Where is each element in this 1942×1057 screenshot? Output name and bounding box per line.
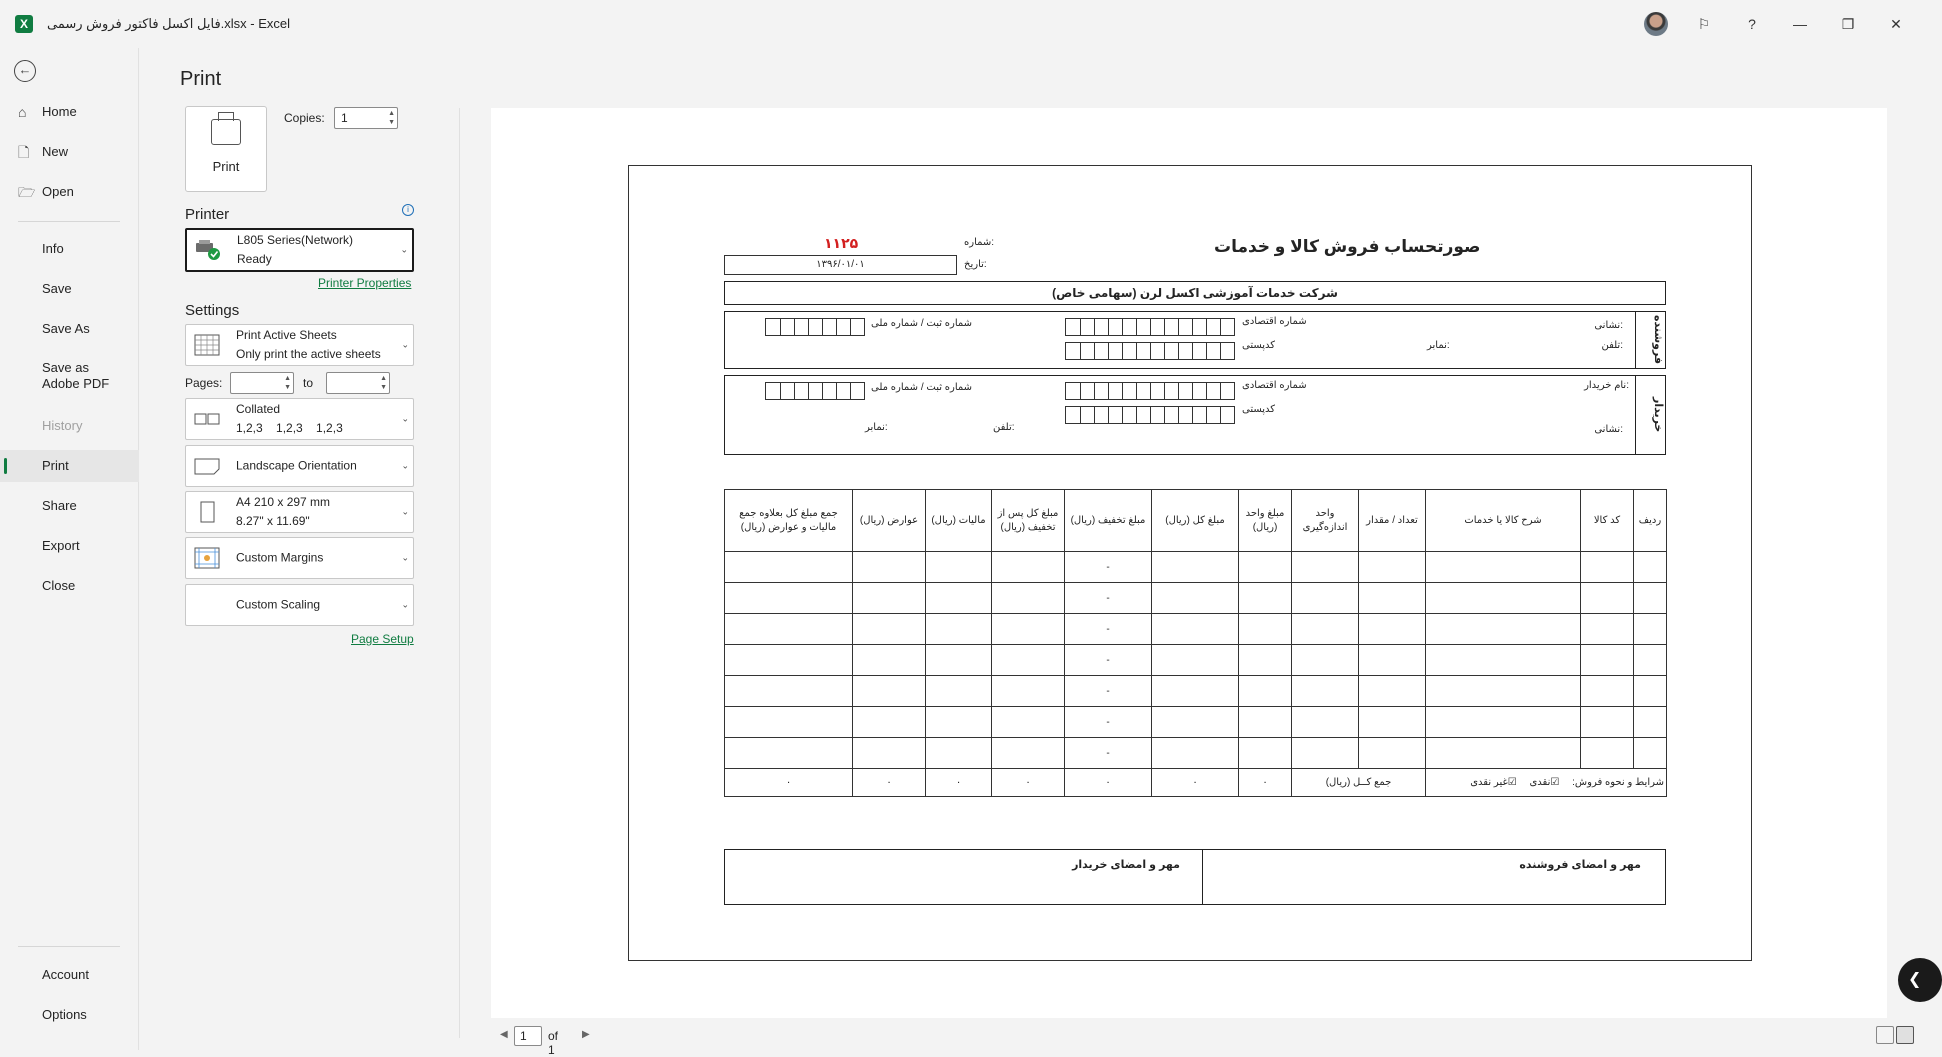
table-cell <box>725 645 853 676</box>
table-cell <box>992 583 1065 614</box>
settings-section-title: Settings <box>185 302 240 319</box>
info-icon[interactable]: i <box>402 204 414 216</box>
total-cell: ۰ <box>926 769 992 797</box>
items-table <box>724 489 1667 797</box>
landscape-icon <box>194 455 220 477</box>
home-icon: ⌂ <box>18 104 27 120</box>
print-preview <box>491 108 1887 1018</box>
setting-line2: Only print the active sheets <box>236 347 381 361</box>
table-cell <box>1634 583 1667 614</box>
nav-info[interactable]: Info <box>42 241 64 256</box>
table-cell <box>853 676 926 707</box>
pages-from-input[interactable] <box>230 372 294 394</box>
column-header: واحد اندازه‌گیری <box>1292 490 1359 552</box>
copies-value: 1 <box>341 111 348 125</box>
seller-fax-label: نمابر: <box>1427 340 1450 351</box>
table-cell: - <box>1065 614 1152 645</box>
seller-side-label: فروشنده <box>1635 312 1665 368</box>
column-header: مبلغ کل پس از تخفیف (ریال) <box>992 490 1065 552</box>
table-header-row <box>725 490 1667 552</box>
table-cell <box>853 614 926 645</box>
buyer-fax-label: نمابر: <box>865 422 888 433</box>
paper-size-select[interactable] <box>185 491 414 533</box>
table-cell <box>1426 645 1581 676</box>
printer-select[interactable] <box>185 228 414 272</box>
buyer-address-label: نشانی: <box>1594 424 1623 435</box>
close-icon[interactable]: ✕ <box>1890 16 1902 32</box>
margins-select[interactable] <box>185 537 414 579</box>
cash-label: نقدی <box>1529 777 1551 788</box>
table-cell <box>725 552 853 583</box>
table-cell <box>1426 552 1581 583</box>
pages-to-input[interactable] <box>326 372 390 394</box>
noncash-label: غیر نقدی <box>1470 777 1508 788</box>
table-cell <box>992 676 1065 707</box>
nav-label: New <box>42 144 69 159</box>
nav-label: Home <box>42 104 77 119</box>
preview-page <box>628 165 1752 961</box>
seller-econ-boxes <box>1065 318 1235 336</box>
table-cell <box>1634 738 1667 769</box>
table-cell <box>1292 583 1359 614</box>
invoice-title: صورتحساب فروش کالا و خدمات <box>1214 237 1481 256</box>
table-cell <box>1359 552 1426 583</box>
table-cell: - <box>1065 676 1152 707</box>
column-header: تعداد / مقدار <box>1359 490 1426 552</box>
pages-label: Pages: <box>185 376 223 390</box>
column-header: مالیات (ریال) <box>926 490 992 552</box>
table-cell <box>1634 707 1667 738</box>
table-cell <box>926 645 992 676</box>
table-cell <box>1634 552 1667 583</box>
table-cell <box>1239 614 1292 645</box>
total-cell: ۰ <box>992 769 1065 797</box>
nav-share[interactable]: Share <box>42 498 77 513</box>
printer-name: L805 Series(Network) <box>237 233 354 247</box>
table-cell <box>853 645 926 676</box>
seller-signature-label: مهر و امضای فروشنده <box>1519 859 1641 871</box>
table-cell <box>992 707 1065 738</box>
current-page-input[interactable]: 1 <box>514 1026 542 1046</box>
total-label: جمع کــل (ریال) <box>1292 769 1426 797</box>
invoice-date: ۱۳۹۶/۰۱/۰۱ <box>724 255 957 275</box>
table-cell <box>992 645 1065 676</box>
buyer-phone-label: تلفن: <box>993 422 1015 433</box>
terms-cell <box>1426 769 1667 797</box>
chevron-down-icon: ⌄ <box>401 460 409 471</box>
table-cell <box>1152 676 1239 707</box>
page-setup-link[interactable]: Page Setup <box>351 632 414 646</box>
scaling-select[interactable] <box>185 584 414 626</box>
buyer-section <box>724 375 1666 455</box>
table-cell <box>1239 552 1292 583</box>
prev-page-icon[interactable]: ◀ <box>500 1029 508 1040</box>
table-cell <box>1581 614 1634 645</box>
table-cell <box>725 676 853 707</box>
table-cell <box>853 552 926 583</box>
table-cell <box>1152 707 1239 738</box>
table-cell <box>1359 583 1426 614</box>
table-row <box>725 707 1667 738</box>
chevron-down-icon: ⌄ <box>401 506 409 517</box>
printer-properties-link[interactable]: Printer Properties <box>318 276 412 290</box>
setting-line1: Custom Margins <box>236 550 324 565</box>
table-cell <box>926 583 992 614</box>
totals-row <box>725 769 1667 797</box>
next-page-icon[interactable]: ▶ <box>582 1029 590 1040</box>
copies-label: Copies: <box>284 111 325 125</box>
title-bar <box>0 0 1920 48</box>
table-row <box>725 645 1667 676</box>
excel-logo-icon: X <box>15 15 33 33</box>
nav-export[interactable]: Export <box>42 538 80 553</box>
new-icon: 🗋 <box>18 144 30 160</box>
show-margins-icon[interactable] <box>1876 1026 1894 1044</box>
table-cell <box>725 583 853 614</box>
print-what-select[interactable] <box>185 324 414 366</box>
table-cell <box>1581 645 1634 676</box>
printer-status: Ready <box>237 252 272 266</box>
buyer-side-label: خریدار <box>1635 376 1665 454</box>
setting-line1: A4 210 x 297 mm <box>236 495 331 509</box>
column-header: مبلغ تخفیف (ریال) <box>1065 490 1152 552</box>
total-cell: ۰ <box>1239 769 1292 797</box>
table-cell <box>1581 676 1634 707</box>
table-cell <box>926 738 992 769</box>
table-cell <box>1152 645 1239 676</box>
table-cell <box>1292 676 1359 707</box>
seller-reg-boxes <box>765 318 865 336</box>
help-icon[interactable]: ? <box>1748 16 1756 32</box>
print-button-label: Print <box>212 159 240 174</box>
table-cell <box>853 583 926 614</box>
seller-postal-boxes <box>1065 342 1235 360</box>
table-cell <box>1292 645 1359 676</box>
copies-input[interactable] <box>334 107 398 129</box>
invoice-date-label: تاریخ: <box>964 259 987 270</box>
table-cell <box>1292 707 1359 738</box>
table-cell <box>1359 614 1426 645</box>
table-cell <box>992 614 1065 645</box>
table-row <box>725 552 1667 583</box>
collapse-panel-icon[interactable]: ❮ <box>1898 958 1942 1002</box>
table-cell <box>1359 645 1426 676</box>
spin-arrows-icon[interactable]: ▲ ▼ <box>388 110 395 126</box>
printer-ready-icon <box>195 239 221 261</box>
table-cell: - <box>1065 645 1152 676</box>
table-cell: - <box>1065 738 1152 769</box>
table-cell <box>1581 552 1634 583</box>
nav-options[interactable]: Options <box>42 1007 87 1022</box>
sheet-grid-icon <box>194 334 220 356</box>
zoom-to-page-icon[interactable] <box>1896 1026 1914 1044</box>
buyer-name-label: نام خریدار: <box>1584 380 1629 391</box>
table-cell: - <box>1065 707 1152 738</box>
printer-section-title: Printer <box>185 206 230 223</box>
setting-line2: 1,2,3 1,2,3 1,2,3 <box>236 421 343 435</box>
table-cell <box>725 614 853 645</box>
nav-account[interactable]: Account <box>42 967 89 982</box>
to-label: to <box>303 376 314 390</box>
table-cell <box>1426 707 1581 738</box>
spin-arrows-icon[interactable]: ▲ ▼ <box>284 375 291 391</box>
setting-line2: 8.27" x 11.69" <box>236 514 310 528</box>
table-cell <box>1292 552 1359 583</box>
column-header: جمع مبلغ کل بعلاوه جمع مالیات و عوارض (ریال) <box>725 490 853 552</box>
buyer-postal-label: کدپستی <box>1242 404 1276 415</box>
nav-history: History <box>42 418 83 433</box>
table-cell <box>1292 614 1359 645</box>
back-arrow-icon[interactable]: ← <box>14 60 36 82</box>
table-cell <box>1239 707 1292 738</box>
table-cell <box>1359 676 1426 707</box>
table-cell <box>1581 583 1634 614</box>
chevron-down-icon: ⌄ <box>401 413 409 424</box>
table-cell <box>1426 614 1581 645</box>
setting-line1: Print Active Sheets <box>236 328 337 342</box>
table-cell <box>1239 645 1292 676</box>
table-cell <box>1359 707 1426 738</box>
table-cell <box>1581 738 1634 769</box>
pane-divider <box>459 108 460 1038</box>
table-cell <box>1152 583 1239 614</box>
print-pane <box>140 48 1920 1057</box>
table-cell <box>926 552 992 583</box>
table-row <box>725 583 1667 614</box>
seller-econ-label: شماره اقتصادی <box>1242 316 1307 327</box>
table-cell: - <box>1065 583 1152 614</box>
setting-line1: Collated <box>236 402 281 416</box>
column-header: ردیف <box>1634 490 1667 552</box>
table-cell <box>1152 552 1239 583</box>
nav-print[interactable]: Print <box>0 450 139 482</box>
nav-label: Open <box>42 184 74 199</box>
table-cell <box>1426 583 1581 614</box>
invoice-number-label: شماره: <box>964 237 995 248</box>
chevron-down-icon: ⌄ <box>401 339 409 350</box>
seller-address-label: نشانی: <box>1594 320 1623 331</box>
table-cell <box>1292 738 1359 769</box>
column-header: مبلغ کل (ریال) <box>1152 490 1239 552</box>
nav-save-as[interactable]: Save As <box>42 321 90 336</box>
table-row <box>725 738 1667 769</box>
column-header: مبلغ واحد (ریال) <box>1239 490 1292 552</box>
nav-new[interactable] <box>0 136 139 168</box>
table-cell <box>1634 614 1667 645</box>
spin-arrows-icon[interactable]: ▲ ▼ <box>380 375 387 391</box>
table-cell <box>992 552 1065 583</box>
page-title: Print <box>180 68 222 90</box>
column-header: عوارض (ریال) <box>853 490 926 552</box>
table-cell <box>1581 707 1634 738</box>
table-cell <box>1239 676 1292 707</box>
seller-reg-label: شماره ثبت / شماره ملی <box>871 318 973 329</box>
table-cell <box>1426 738 1581 769</box>
table-cell <box>1359 738 1426 769</box>
table-row <box>725 614 1667 645</box>
invoice-number: ۱۱۲۵ <box>824 235 859 251</box>
cash-checkbox: ☑نقدی <box>1529 777 1560 788</box>
table-cell <box>1239 738 1292 769</box>
feedback-icon[interactable]: ⚐ <box>1697 16 1711 32</box>
buyer-econ-label: شماره اقتصادی <box>1242 380 1307 391</box>
table-cell <box>992 738 1065 769</box>
buyer-reg-boxes <box>765 382 865 400</box>
custom-margins-icon <box>194 547 220 569</box>
nav-save[interactable]: Save <box>42 281 72 296</box>
table-cell <box>853 738 926 769</box>
table-cell: - <box>1065 552 1152 583</box>
table-row <box>725 676 1667 707</box>
seller-postal-label: کدپستی <box>1242 340 1276 351</box>
buyer-reg-label: شماره ثبت / شماره ملی <box>871 382 973 393</box>
collated-icon <box>194 408 220 430</box>
buyer-signature-box <box>725 850 1203 904</box>
chevron-down-icon: ⌄ <box>401 552 409 563</box>
table-cell <box>725 738 853 769</box>
nav-save-as-pdf[interactable]: Save as Adobe PDF <box>42 360 110 391</box>
printer-icon <box>211 119 241 145</box>
user-avatar[interactable] <box>1644 12 1668 36</box>
backstage-nav <box>0 48 139 1050</box>
signature-section <box>724 849 1666 905</box>
minimize-icon[interactable]: — <box>1793 16 1807 32</box>
buyer-econ-boxes <box>1065 382 1235 400</box>
collate-select[interactable] <box>185 398 414 440</box>
terms-label: شرایط و نحوه فروش: <box>1572 777 1664 788</box>
paper-size-icon <box>194 501 220 523</box>
table-cell <box>1426 676 1581 707</box>
table-cell <box>1634 645 1667 676</box>
column-header: کد کالا <box>1581 490 1634 552</box>
chevron-down-icon: ⌄ <box>401 599 409 610</box>
nav-home[interactable] <box>0 96 139 128</box>
noncash-checkbox: ☑غیر نقدی <box>1470 777 1517 788</box>
print-button[interactable] <box>185 106 267 192</box>
column-header: شرح کالا یا خدمات <box>1426 490 1581 552</box>
nav-close[interactable]: Close <box>42 578 76 593</box>
page-count: of 1 <box>548 1029 559 1057</box>
company-name: شرکت خدمات آموزشی اکسل‌ لرن (سهامی خاص) <box>724 281 1666 305</box>
table-cell <box>725 707 853 738</box>
orientation-select[interactable] <box>185 445 414 487</box>
buyer-signature-label: مهر و امضای خریدار <box>1072 859 1180 871</box>
total-cell: ۰ <box>1065 769 1152 797</box>
table-cell <box>1152 614 1239 645</box>
setting-line1: Custom Scaling <box>236 597 321 612</box>
nav-open[interactable] <box>0 176 139 208</box>
seller-phone-label: تلفن: <box>1601 340 1623 351</box>
total-cell: ۰ <box>725 769 853 797</box>
total-cell: ۰ <box>1152 769 1239 797</box>
restore-icon[interactable]: ❐ <box>1841 16 1855 32</box>
table-cell <box>926 707 992 738</box>
table-cell <box>853 707 926 738</box>
setting-line1: Landscape Orientation <box>236 458 357 473</box>
table-cell <box>1634 676 1667 707</box>
nav-divider <box>18 221 120 222</box>
nav-divider <box>18 946 120 947</box>
table-cell <box>1239 583 1292 614</box>
total-cell: ۰ <box>853 769 926 797</box>
table-cell <box>1152 738 1239 769</box>
buyer-postal-boxes <box>1065 406 1235 424</box>
open-icon: 🗁 <box>18 184 36 200</box>
window-title: فایل اکسل فاکتور فروش رسمی.xlsx - Excel <box>47 16 291 31</box>
chevron-down-icon: ⌄ <box>400 244 408 255</box>
table-cell <box>926 676 992 707</box>
table-cell <box>926 614 992 645</box>
seller-section <box>724 311 1666 369</box>
